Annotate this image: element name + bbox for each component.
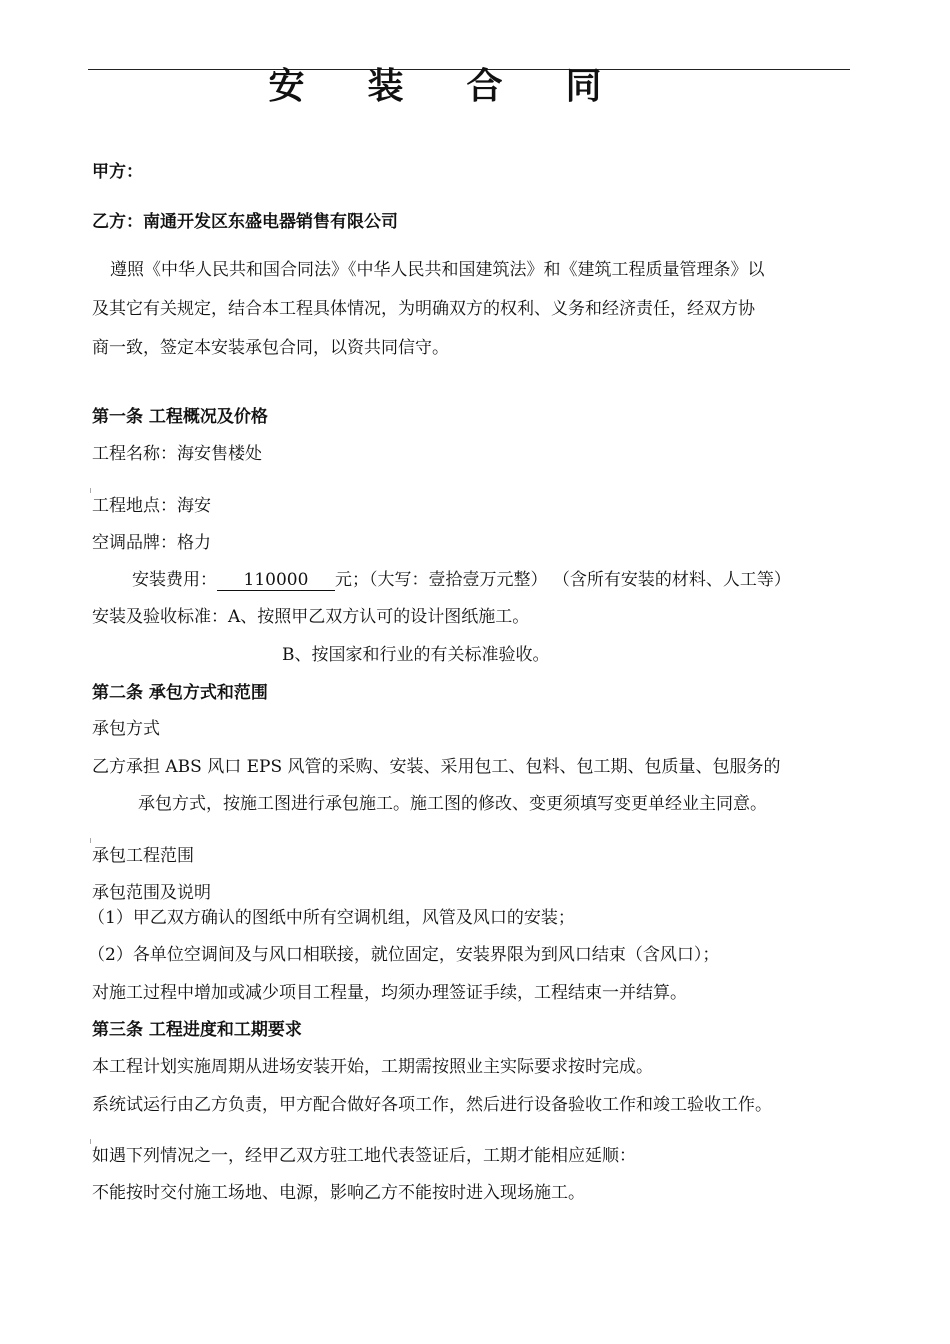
article3-line: 本工程计划实施周期从进场安装开始，工期需按照业主实际要求按时完成。: [92, 1057, 653, 1077]
document-title: [268, 58, 602, 109]
ac-brand: 空调品牌：格力: [92, 533, 211, 553]
party-a: 甲方：: [92, 162, 143, 182]
fee-prefix: 安装费用：: [132, 570, 217, 590]
fee-amount: 110000: [217, 570, 335, 591]
article2-heading: 第二条 承包方式和范围: [92, 683, 268, 703]
party-b: 乙方：南通开发区东盛电器销售有限公司: [92, 212, 398, 232]
scope-note: 对施工过程中增加或减少项目工程量，均须办理签证手续，工程结束一并结算。: [92, 983, 687, 1003]
project-location: 工程地点：海安: [92, 496, 211, 516]
article3-line: 不能按时交付施工场地、电源，影响乙方不能按时进入现场施工。: [92, 1183, 585, 1203]
project-name: 工程名称：海安售楼处: [92, 444, 262, 464]
article1-heading: 第一条 工程概况及价格: [92, 407, 268, 427]
margin-mark: [90, 488, 93, 493]
title-char: 安: [268, 66, 305, 107]
scope-item: （2）各单位空调间及与风口相联接，就位固定，安装界限为到风口结束（含风口）；: [88, 945, 720, 965]
method-line: 乙方承担 ABS 风口 EPS 风管的采购、安装、采用包工、包料、包工期、包质量、包服务的: [92, 757, 781, 777]
margin-mark: [90, 838, 93, 843]
install-fee: [132, 568, 791, 592]
fee-suffix: 元；（大写：壹拾壹万元整） （含所有安装的材料、人工等）: [335, 570, 791, 590]
method-label: 承包方式: [92, 719, 160, 739]
preamble-line: 商一致，签定本安装承包合同，以资共同信守。: [92, 338, 449, 358]
scope-desc-label: 承包范围及说明: [92, 883, 211, 903]
preamble-line: 遵照《中华人民共和国合同法》《中华人民共和国建筑法》和《建筑工程质量管理条》以: [110, 260, 765, 280]
scope-item: （1）甲乙双方确认的图纸中所有空调机组，风管及风口的安装；: [88, 908, 575, 928]
article3-line: 如遇下列情况之一，经甲乙双方驻工地代表签证后，工期才能相应延顺：: [92, 1146, 636, 1166]
preamble-line: 及其它有关规定，结合本工程具体情况，为明确双方的权利、义务和经济责任，经双方协: [92, 299, 755, 319]
standard-b: B、按国家和行业的有关标准验收。: [282, 645, 550, 665]
standard-a: 安装及验收标准：A、按照甲乙双方认可的设计图纸施工。: [92, 607, 530, 627]
title-char: 合: [466, 66, 503, 107]
title-char: 同: [565, 66, 602, 107]
title-char: 装: [367, 66, 404, 107]
article3-heading: 第三条 工程进度和工期要求: [92, 1020, 302, 1040]
scope-label: 承包工程范围: [92, 846, 194, 866]
article3-line: 系统试运行由乙方负责，甲方配合做好各项工作，然后进行设备验收工作和竣工验收工作。: [92, 1095, 772, 1115]
method-line: 承包方式，按施工图进行承包施工。施工图的修改、变更须填写变更单经业主同意。: [138, 794, 767, 814]
